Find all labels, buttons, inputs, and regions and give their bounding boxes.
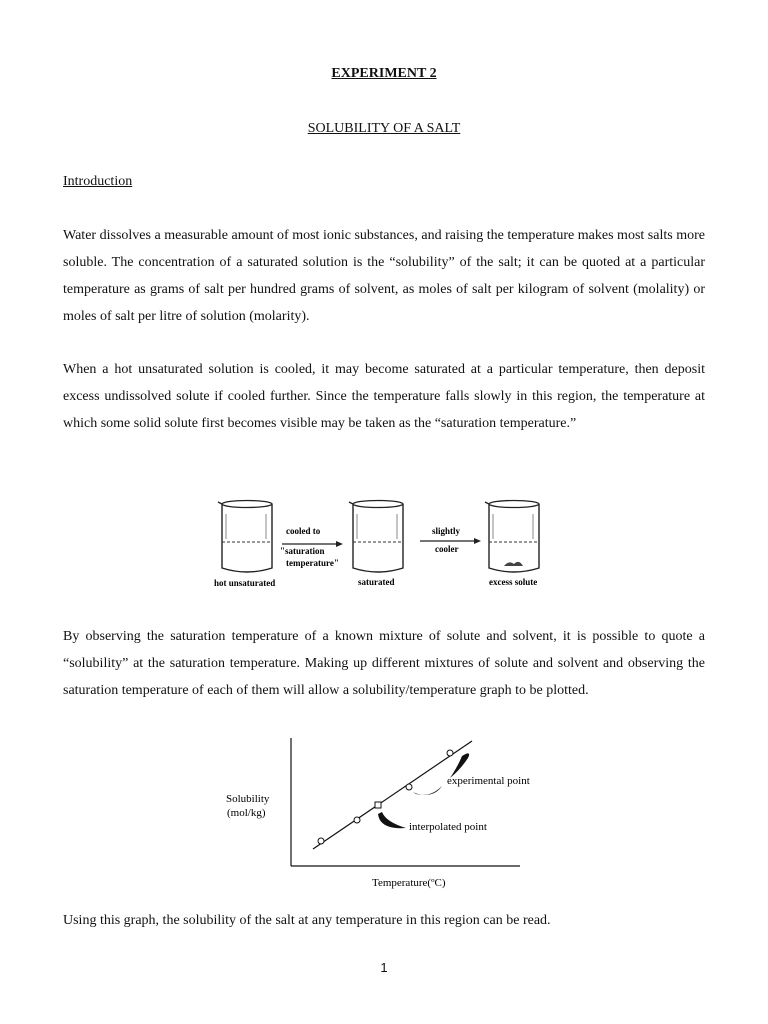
experiment-subtitle: SOLUBILITY OF A SALT [307, 121, 461, 136]
x-axis-label: Temperature(ºC) [372, 877, 446, 889]
arrow1-label-3: temperature" [286, 558, 339, 568]
arrow2-label-1: slightly [432, 526, 461, 536]
annotation-interpolated: interpolated point [409, 821, 487, 833]
beaker3-label: excess solute [489, 577, 538, 587]
experimental-point [318, 838, 324, 844]
experimental-point [447, 750, 453, 756]
solubility-graph [220, 734, 550, 894]
beaker2-label: saturated [358, 577, 395, 587]
paragraph-1: Water dissolves a measurable amount of most ionic substances, and raising the temperature makes most salts more soluble. The concentration of a saturated solution is the “solubility” of the salt; it can be quoted at a particular temperature as grams of salt per hundred grams of solvent, as moles of salt per kilogram of solvent (molality) or moles of salt per litre of solution (molarity). [63, 228, 705, 324]
interpolated-point [375, 802, 381, 808]
experimental-point [354, 817, 360, 823]
annotation-experimental: experimental point [447, 775, 530, 787]
experimental-point [406, 784, 412, 790]
pointer-interpolated [378, 812, 406, 828]
paragraph-2: When a hot unsaturated solution is cooled, it may become saturated at a particular temperature, then deposit excess undissolved solute if cooled further. Since the temperature falls slowly in this region, the temperature at which some solid solute first becomes visible may be taken as the “saturation temperature.” [63, 362, 705, 431]
beaker-saturated [349, 501, 403, 573]
arrow1-label-1: cooled to [286, 526, 321, 536]
beaker1-label: hot unsaturated [214, 578, 276, 588]
arrow1-label-2: "saturation [280, 546, 325, 556]
beaker-hot-unsaturated [218, 501, 272, 573]
paragraph-3: By observing the saturation temperature of a known mixture of solute and solvent, it is possible to quote a “solubility” at the saturation temperature. Making up different mixtures of solute and solvent and observing the saturation temperature of each of them will allow a solubility/temperature graph to be plotted. [63, 629, 705, 698]
section-heading: Introduction [63, 174, 133, 189]
page-number: 1 [380, 960, 388, 975]
pointer-experimental [413, 786, 442, 795]
paragraph-4: Using this graph, the solubility of the salt at any temperature in this region can be read. [63, 913, 551, 928]
experiment-title: EXPERIMENT 2 [331, 66, 437, 81]
beaker-excess-solute [485, 501, 539, 573]
y-axis-label-2: (mol/kg) [227, 807, 266, 819]
arrow2-label-2: cooler [435, 544, 459, 554]
y-axis-label-1: Solubility [226, 793, 270, 805]
beaker-figure [196, 484, 586, 600]
